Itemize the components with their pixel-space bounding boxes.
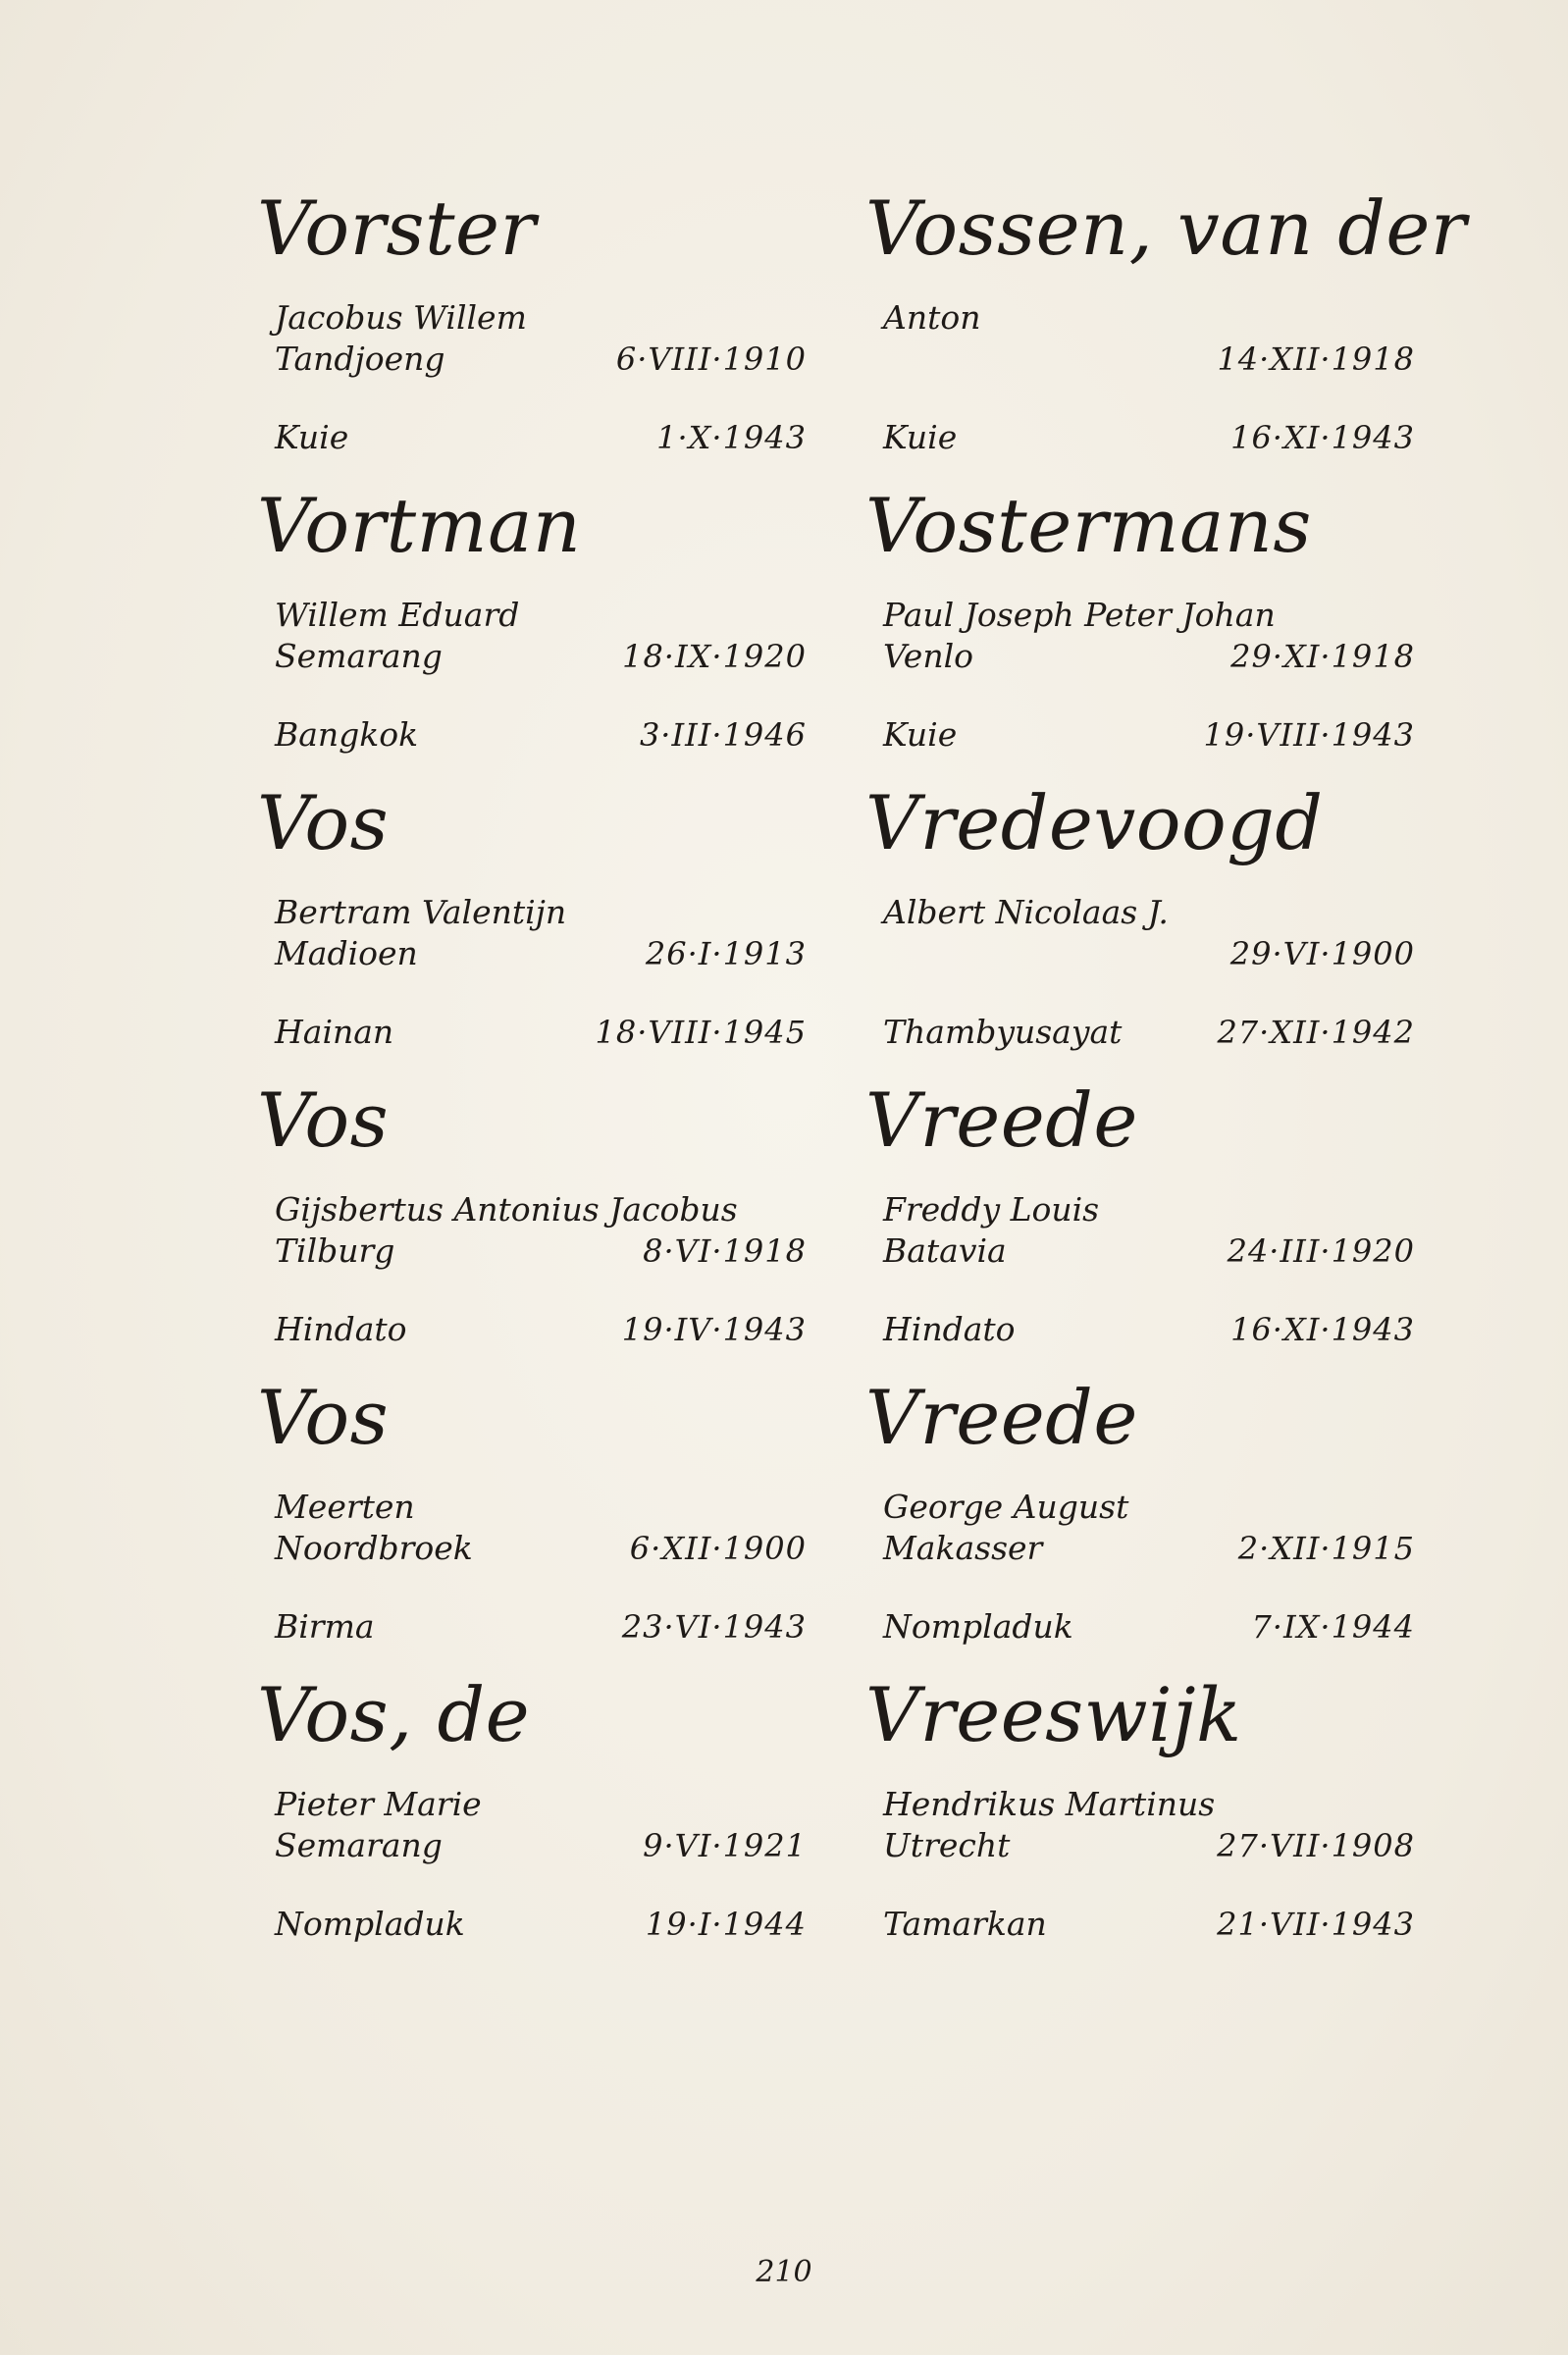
entry (257, 776, 807, 1073)
death-date: 3·III·1946 (639, 716, 807, 754)
death-date: 23·VI·1943 (621, 1608, 807, 1646)
birth-date: 29·XI·1918 (1230, 638, 1415, 675)
death-place: Kuie (883, 418, 958, 456)
death-date: 16·XI·1943 (1230, 1311, 1415, 1348)
entry (257, 1668, 807, 1965)
given-names: Willem Eduard (275, 596, 520, 634)
entry (865, 182, 1467, 479)
birth-line (275, 339, 807, 380)
death-date: 18·VIII·1945 (595, 1014, 807, 1051)
death-line (275, 417, 807, 458)
birth-date: 26·I·1913 (645, 935, 807, 972)
surname: Vreeswijk (865, 1671, 1242, 1758)
death-line (883, 417, 1415, 458)
death-date: 27·XII·1942 (1217, 1014, 1415, 1051)
entry (257, 479, 807, 776)
surname: Vos, de (257, 1671, 531, 1758)
birth-place: Tilburg (275, 1231, 395, 1270)
surname: Vostermans (865, 482, 1312, 569)
death-line (275, 1309, 807, 1350)
death-place: Nompladuk (275, 1905, 465, 1943)
birth-line (275, 933, 807, 974)
birth-place: Makasser (883, 1529, 1043, 1567)
surname: Vorster (257, 184, 537, 272)
given-names: Hendrikus Martinus (883, 1785, 1216, 1823)
death-line (275, 714, 807, 756)
birth-place: Tandjoeng (275, 340, 445, 378)
given-names: Jacobus Willem (275, 298, 527, 337)
birth-date: 27·VII·1908 (1217, 1827, 1415, 1864)
entry (257, 1371, 807, 1668)
birth-date: 9·VI·1921 (643, 1827, 807, 1864)
birth-place: Semarang (275, 637, 443, 675)
surname: Vreede (865, 1374, 1138, 1461)
death-place: Hindato (883, 1310, 1016, 1348)
birth-date: 29·VI·1900 (1229, 935, 1415, 972)
birth-date: 6·VIII·1910 (615, 340, 807, 378)
surname: Vossen, van der (865, 184, 1467, 272)
given-names: Albert Nicolaas J. (883, 893, 1169, 931)
death-place: Hindato (275, 1310, 407, 1348)
birth-line (275, 1230, 807, 1272)
given-names: Meerten (275, 1488, 415, 1526)
given-names: Paul Joseph Peter Johan (883, 596, 1276, 634)
birth-place: Utrecht (883, 1826, 1011, 1864)
entry (865, 1073, 1415, 1371)
birth-date: 14·XII·1918 (1217, 340, 1415, 378)
birth-line (883, 1825, 1415, 1866)
birth-line (883, 1528, 1415, 1569)
birth-place: Batavia (883, 1231, 1007, 1270)
given-names: Anton (883, 298, 981, 337)
surname: Vredevoogd (865, 779, 1324, 866)
death-place: Birma (275, 1607, 375, 1646)
left-column (257, 182, 807, 1965)
birth-line (883, 636, 1415, 677)
death-place: Bangkok (275, 715, 419, 754)
entry (865, 1668, 1415, 1965)
death-line (883, 1904, 1415, 1945)
birth-date: 24·III·1920 (1227, 1232, 1415, 1270)
death-line (883, 1012, 1415, 1053)
given-names: Gijsbertus Antonius Jacobus (275, 1190, 738, 1229)
given-names: Freddy Louis (883, 1190, 1100, 1229)
birth-date: 6·XII·1900 (629, 1530, 807, 1567)
death-place: Nompladuk (883, 1607, 1073, 1646)
birth-place: Noordbroek (275, 1529, 473, 1567)
birth-date: 8·VI·1918 (643, 1232, 807, 1270)
birth-place: Venlo (883, 637, 974, 675)
death-date: 19·VIII·1943 (1203, 716, 1415, 754)
death-date: 16·XI·1943 (1230, 419, 1415, 456)
death-line (883, 1309, 1415, 1350)
death-place: Kuie (275, 418, 349, 456)
surname: Vreede (865, 1076, 1138, 1164)
death-date: 19·I·1944 (645, 1906, 807, 1943)
death-line (883, 1606, 1415, 1648)
death-date: 7·IX·1944 (1251, 1608, 1415, 1646)
given-names: Pieter Marie (275, 1785, 482, 1823)
entry (257, 182, 807, 479)
death-line (275, 1606, 807, 1648)
surname: Vos (257, 1374, 390, 1461)
death-place: Tamarkan (883, 1905, 1047, 1943)
entry (865, 776, 1415, 1073)
birth-line (275, 1528, 807, 1569)
entry (865, 479, 1415, 776)
death-date: 21·VII·1943 (1217, 1906, 1415, 1943)
entry (257, 1073, 807, 1371)
birth-place: Madioen (275, 934, 418, 972)
given-names: Bertram Valentijn (275, 893, 567, 931)
birth-date: 18·IX·1920 (622, 638, 807, 675)
death-place: Kuie (883, 715, 958, 754)
given-names: George August (883, 1488, 1129, 1526)
death-line (883, 714, 1415, 756)
surname: Vos (257, 779, 390, 866)
birth-line (275, 636, 807, 677)
death-line (275, 1904, 807, 1945)
page-number: 210 (756, 2255, 812, 2289)
death-place: Thambyusayat (883, 1013, 1123, 1051)
death-date: 1·X·1943 (656, 419, 807, 456)
birth-line (883, 1230, 1415, 1272)
birth-line (275, 1825, 807, 1866)
birth-place: Semarang (275, 1826, 443, 1864)
death-line (275, 1012, 807, 1053)
death-place: Hainan (275, 1013, 394, 1051)
surname: Vos (257, 1076, 390, 1164)
right-column (865, 182, 1467, 1965)
entry (865, 1371, 1415, 1668)
birth-date: 2·XII·1915 (1237, 1530, 1415, 1567)
death-date: 19·IV·1943 (621, 1311, 807, 1348)
surname: Vortman (257, 482, 582, 569)
